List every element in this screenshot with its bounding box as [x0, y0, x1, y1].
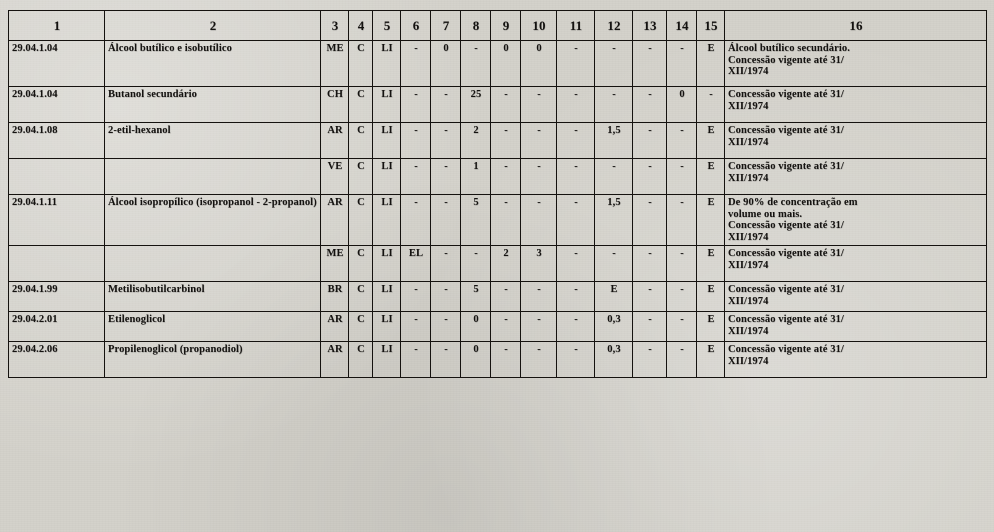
- note-line: XII/1974: [728, 66, 769, 78]
- cell-col4: C: [349, 41, 373, 87]
- cell-description: Etilenoglicol: [105, 312, 321, 342]
- cell-col5: LI: [373, 123, 401, 159]
- cell-col11: -: [557, 246, 595, 282]
- cell-code: 29.04.1.04: [9, 87, 105, 123]
- cell-col13: -: [633, 123, 667, 159]
- cell-col9: -: [491, 87, 521, 123]
- cell-col12: E: [595, 282, 633, 312]
- note-line: Concessão vigente até 31/: [728, 220, 844, 232]
- cell-notes: [725, 123, 987, 159]
- column-header-10: 10: [521, 11, 557, 41]
- cell-code: 29.04.1.99: [9, 282, 105, 312]
- cell-col5: LI: [373, 342, 401, 378]
- column-header-3: 3: [321, 11, 349, 41]
- column-header-13: 13: [633, 11, 667, 41]
- cell-col5: LI: [373, 87, 401, 123]
- note-line: Concessão vigente até 31/: [728, 344, 844, 356]
- cell-description: [105, 246, 321, 282]
- cell-col5: LI: [373, 41, 401, 87]
- cell-col13: -: [633, 87, 667, 123]
- cell-col11: -: [557, 195, 595, 246]
- cell-col3: BR: [321, 282, 349, 312]
- cell-col14: -: [667, 282, 697, 312]
- cell-col9: 0: [491, 41, 521, 87]
- cell-col5: LI: [373, 159, 401, 195]
- cell-col4: C: [349, 195, 373, 246]
- cell-col8: -: [461, 41, 491, 87]
- column-header-4: 4: [349, 11, 373, 41]
- cell-col10: -: [521, 123, 557, 159]
- note-line: Concessão vigente até 31/: [728, 161, 844, 172]
- column-header-16: 16: [725, 11, 987, 41]
- cell-code: 29.04.1.11: [9, 195, 105, 246]
- cell-col6: -: [401, 41, 431, 87]
- cell-description: Álcool isopropílico (isopropanol - 2-propanol): [105, 195, 321, 246]
- note-line: XII/1974: [728, 259, 769, 271]
- column-header-5: 5: [373, 11, 401, 41]
- cell-col15: E: [697, 282, 725, 312]
- cell-col14: -: [667, 195, 697, 246]
- cell-col15: E: [697, 159, 725, 195]
- cell-code: 29.04.1.08: [9, 123, 105, 159]
- tariff-table: [8, 10, 987, 378]
- table-row: [9, 282, 987, 312]
- column-header-15: 15: [697, 11, 725, 41]
- cell-description: Butanol secundário: [105, 87, 321, 123]
- table-row: [9, 312, 987, 342]
- cell-notes: [725, 87, 987, 123]
- cell-col12: 0,3: [595, 342, 633, 378]
- cell-col7: -: [431, 246, 461, 282]
- table-header-row: [9, 11, 987, 41]
- cell-col10: -: [521, 195, 557, 246]
- table-row: [9, 195, 987, 246]
- cell-col10: 0: [521, 41, 557, 87]
- cell-col14: -: [667, 159, 697, 195]
- table-row: [9, 41, 987, 87]
- cell-col4: C: [349, 282, 373, 312]
- cell-col6: EL: [401, 246, 431, 282]
- cell-col8: 1: [461, 159, 491, 195]
- cell-col7: -: [431, 282, 461, 312]
- cell-notes: [725, 41, 987, 87]
- cell-col11: -: [557, 312, 595, 342]
- cell-col3: AR: [321, 312, 349, 342]
- cell-col8: 5: [461, 195, 491, 246]
- cell-notes: [725, 159, 987, 195]
- cell-col6: -: [401, 159, 431, 195]
- column-header-11: 11: [557, 11, 595, 41]
- cell-col4: C: [349, 87, 373, 123]
- cell-col6: -: [401, 195, 431, 246]
- note-line: Concessão vigente até 31/: [728, 248, 844, 260]
- column-header-1: 1: [9, 11, 105, 41]
- cell-col6: -: [401, 312, 431, 342]
- cell-col10: -: [521, 342, 557, 378]
- cell-col8: -: [461, 246, 491, 282]
- column-header-6: 6: [401, 11, 431, 41]
- cell-col3: VE: [321, 159, 349, 195]
- cell-col12: -: [595, 159, 633, 195]
- cell-col9: -: [491, 123, 521, 159]
- cell-col5: LI: [373, 195, 401, 246]
- cell-col7: 0: [431, 41, 461, 87]
- note-line: Concessão vigente até 31/: [728, 89, 844, 100]
- note-line: XII/1974: [728, 136, 769, 148]
- cell-col15: E: [697, 123, 725, 159]
- cell-col11: -: [557, 159, 595, 195]
- cell-col6: -: [401, 282, 431, 312]
- cell-col9: 2: [491, 246, 521, 282]
- cell-col15: E: [697, 342, 725, 378]
- cell-col9: -: [491, 159, 521, 195]
- cell-col10: -: [521, 159, 557, 195]
- cell-col3: AR: [321, 342, 349, 378]
- note-line: XII/1974: [728, 231, 769, 243]
- cell-notes: [725, 342, 987, 378]
- cell-col12: 1,5: [595, 123, 633, 159]
- note-line: XII/1974: [728, 100, 769, 112]
- cell-description: [105, 159, 321, 195]
- cell-col13: -: [633, 41, 667, 87]
- cell-col14: -: [667, 41, 697, 87]
- cell-description: 2-etil-hexanol: [105, 123, 321, 159]
- cell-code: [9, 246, 105, 282]
- note-line: XII/1974: [728, 295, 769, 307]
- cell-notes: [725, 282, 987, 312]
- cell-col15: E: [697, 312, 725, 342]
- cell-col9: -: [491, 342, 521, 378]
- cell-col14: -: [667, 246, 697, 282]
- cell-col13: -: [633, 246, 667, 282]
- cell-col3: ME: [321, 246, 349, 282]
- column-header-12: 12: [595, 11, 633, 41]
- cell-col7: -: [431, 87, 461, 123]
- cell-col4: C: [349, 123, 373, 159]
- table-row: [9, 87, 987, 123]
- cell-col12: -: [595, 246, 633, 282]
- table-row: [9, 123, 987, 159]
- note-line: Concessão vigente até 31/: [728, 54, 844, 66]
- cell-col9: -: [491, 195, 521, 246]
- cell-col4: C: [349, 312, 373, 342]
- cell-col8: 2: [461, 123, 491, 159]
- column-header-8: 8: [461, 11, 491, 41]
- cell-col13: -: [633, 312, 667, 342]
- column-header-2: 2: [105, 11, 321, 41]
- cell-col12: -: [595, 41, 633, 87]
- note-line: Concessão vigente até 31/: [728, 125, 844, 136]
- cell-col13: -: [633, 159, 667, 195]
- cell-col9: -: [491, 282, 521, 312]
- cell-col5: LI: [373, 282, 401, 312]
- cell-col3: CH: [321, 87, 349, 123]
- cell-col11: -: [557, 87, 595, 123]
- cell-col14: -: [667, 123, 697, 159]
- cell-col14: -: [667, 342, 697, 378]
- cell-col13: -: [633, 282, 667, 312]
- cell-col10: -: [521, 87, 557, 123]
- cell-col8: 0: [461, 312, 491, 342]
- cell-col7: -: [431, 195, 461, 246]
- note-line: XII/1974: [728, 325, 769, 337]
- note-line: Álcool butílico secundário.: [728, 43, 850, 54]
- note-line: Concessão vigente até 31/: [728, 284, 844, 296]
- cell-col4: C: [349, 342, 373, 378]
- cell-col3: AR: [321, 123, 349, 159]
- cell-notes: [725, 246, 987, 282]
- column-header-7: 7: [431, 11, 461, 41]
- cell-col15: E: [697, 246, 725, 282]
- cell-col10: 3: [521, 246, 557, 282]
- cell-col5: LI: [373, 312, 401, 342]
- cell-code: 29.04.2.06: [9, 342, 105, 378]
- cell-col10: -: [521, 282, 557, 312]
- cell-col14: -: [667, 312, 697, 342]
- cell-col12: 0,3: [595, 312, 633, 342]
- column-header-9: 9: [491, 11, 521, 41]
- note-line: XII/1974: [728, 355, 769, 367]
- cell-col11: -: [557, 123, 595, 159]
- cell-col15: E: [697, 195, 725, 246]
- table-row: [9, 159, 987, 195]
- cell-col8: 0: [461, 342, 491, 378]
- cell-col9: -: [491, 312, 521, 342]
- cell-col15: -: [697, 87, 725, 123]
- cell-col6: -: [401, 342, 431, 378]
- table-row: [9, 342, 987, 378]
- cell-notes: [725, 195, 987, 246]
- cell-col4: C: [349, 159, 373, 195]
- note-line: Concessão vigente até 31/: [728, 314, 844, 326]
- table-row: [9, 246, 987, 282]
- cell-col10: -: [521, 312, 557, 342]
- cell-description: Metilisobutilcarbinol: [105, 282, 321, 312]
- cell-col7: -: [431, 123, 461, 159]
- cell-col11: -: [557, 342, 595, 378]
- note-line: volume ou mais.: [728, 208, 803, 220]
- cell-col5: LI: [373, 246, 401, 282]
- cell-col8: 25: [461, 87, 491, 123]
- cell-col4: C: [349, 246, 373, 282]
- column-header-14: 14: [667, 11, 697, 41]
- cell-col8: 5: [461, 282, 491, 312]
- cell-notes: [725, 312, 987, 342]
- cell-col11: -: [557, 41, 595, 87]
- cell-code: [9, 159, 105, 195]
- cell-code: 29.04.2.01: [9, 312, 105, 342]
- cell-col3: AR: [321, 195, 349, 246]
- note-line: XII/1974: [728, 172, 769, 184]
- cell-col12: -: [595, 87, 633, 123]
- cell-col7: -: [431, 159, 461, 195]
- cell-col7: -: [431, 312, 461, 342]
- cell-col11: -: [557, 282, 595, 312]
- cell-col15: E: [697, 41, 725, 87]
- cell-col6: -: [401, 123, 431, 159]
- cell-col6: -: [401, 87, 431, 123]
- note-line: De 90% de concentração em: [728, 197, 858, 208]
- cell-description: Álcool butílico e isobutílico: [105, 41, 321, 87]
- cell-col7: -: [431, 342, 461, 378]
- cell-col12: 1,5: [595, 195, 633, 246]
- cell-code: 29.04.1.04: [9, 41, 105, 87]
- cell-col14: 0: [667, 87, 697, 123]
- cell-col13: -: [633, 195, 667, 246]
- cell-col3: ME: [321, 41, 349, 87]
- cell-col13: -: [633, 342, 667, 378]
- cell-description: Propilenoglicol (propanodiol): [105, 342, 321, 378]
